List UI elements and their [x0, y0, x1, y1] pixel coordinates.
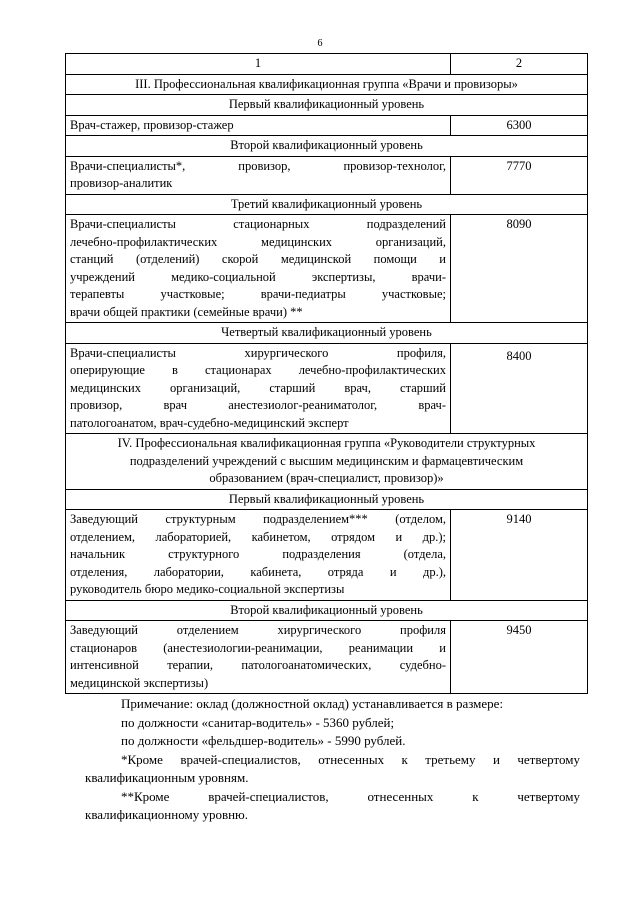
position-line: станций (отделений) скорой медицинской помощи и [70, 252, 446, 266]
salary-cell: 9140 [451, 510, 588, 601]
table-row [66, 510, 588, 601]
table-header-row [66, 54, 588, 75]
position-cell [66, 510, 451, 601]
section-row [66, 74, 588, 95]
column-header-2: 2 [451, 54, 588, 75]
section-title-line: подразделений учреждений с высшим медицинским и фармацевтическим [129, 453, 524, 468]
note-line: *Кроме врачей-специалистов, отнесенных к третьему и четвертому [121, 751, 580, 767]
position-line: Врач-стажер, провизор-стажер [70, 117, 234, 132]
position-line: Врачи-специалисты хирургического профиля, [70, 345, 446, 360]
position-cell [66, 115, 451, 136]
section-title-line: образованием (врач-специалист, провизор)» [209, 471, 444, 485]
position-line: Заведующий структурным подразделением*** (отделом, [70, 512, 446, 526]
level-row [66, 489, 588, 510]
section-title [66, 434, 588, 490]
note-line: **Кроме врачей-специалистов, отнесенных к четвертому [121, 788, 580, 804]
position-line: Врачи-специалисты*, провизор, провизор-технолог, [70, 158, 446, 173]
table-row [66, 215, 588, 323]
note-line: по должности «санитар-водитель» - 5360 рублей; [121, 714, 395, 730]
note-line: квалификационному уровню. [85, 807, 248, 822]
level-row [66, 194, 588, 215]
position-line: медицинских организаций, старший врач, старший [70, 380, 446, 395]
salary-cell: 6300 [451, 115, 588, 136]
column-header-1: 1 [66, 54, 451, 75]
level-title: Второй квалификационный уровень [66, 600, 588, 621]
table-row [66, 156, 588, 194]
note-line: квалификационным уровням. [85, 770, 249, 785]
salary-cell: 7770 [451, 156, 588, 194]
position-line: оперирующие в стационарах лечебно-профилактических [70, 363, 446, 377]
level-row [66, 323, 588, 344]
level-title: Первый квалификационный уровень [66, 95, 588, 116]
level-row [66, 136, 588, 157]
level-title: Третий квалификационный уровень [66, 194, 588, 215]
salary-cell: 8090 [451, 215, 588, 323]
position-line: терапевты участковые; врачи-педиатры участковые; [70, 287, 446, 301]
position-line: учреждений медико-социальной экспертизы, врачи- [70, 269, 446, 284]
level-row [66, 600, 588, 621]
salary-table [65, 53, 588, 694]
position-line: Заведующий отделением хирургического профиля [70, 623, 446, 637]
section-title: III. Профессиональная квалификационная группа «Врачи и провизоры» [66, 74, 588, 95]
position-line: отделением, лабораторией, кабинетом, отрядом и др.); [70, 529, 446, 544]
salary-cell: 8400 [451, 343, 588, 434]
position-line: провизор-аналитик [70, 176, 173, 190]
position-line: интенсивной терапии, патологоанатомических, судебно- [70, 658, 446, 672]
page-number: 6 [317, 38, 323, 49]
table-row [66, 343, 588, 434]
section-row [66, 434, 588, 490]
note-line: по должности «фельдшер-водитель» - 5990 рублей. [121, 733, 406, 748]
position-line: медицинской экспертизы) [70, 675, 209, 690]
note-line: Примечание: оклад (должностной оклад) устанавливается в размере: [121, 696, 504, 711]
section-title-line: IV. Профессиональная квалификационная группа «Руководители структурных [117, 436, 536, 450]
position-line: отделения, лаборатории, кабинета, отряда и др.), [70, 564, 446, 579]
position-line: Врачи-специалисты стационарных подразделений [70, 217, 446, 231]
position-line: руководитель бюро медико-социальной экспертизы [70, 582, 345, 596]
level-row [66, 95, 588, 116]
position-line: лечебно-профилактических медицинских организаций, [70, 234, 446, 249]
position-line: стационаров (анестезиологии-реанимации, реанимации и [70, 640, 446, 655]
position-cell [66, 215, 451, 323]
notes-block [85, 695, 580, 825]
position-line: врачи общей практики (семейные врачи) ** [70, 304, 303, 319]
table-row [66, 115, 588, 136]
salary-cell: 9450 [451, 621, 588, 694]
position-line: начальник структурного подразделения (отдела, [70, 547, 446, 561]
table-row [66, 621, 588, 694]
level-title: Первый квалификационный уровень [66, 489, 588, 510]
position-cell [66, 621, 451, 694]
position-cell [66, 343, 451, 434]
level-title: Четвертый квалификационный уровень [66, 323, 588, 344]
position-cell [66, 156, 451, 194]
position-line: провизор, врач анестезиолог-реаниматолог, врач- [70, 398, 446, 412]
position-line: патологоанатом, врач-судебно-медицинский эксперт [70, 415, 349, 430]
level-title: Второй квалификационный уровень [66, 136, 588, 157]
